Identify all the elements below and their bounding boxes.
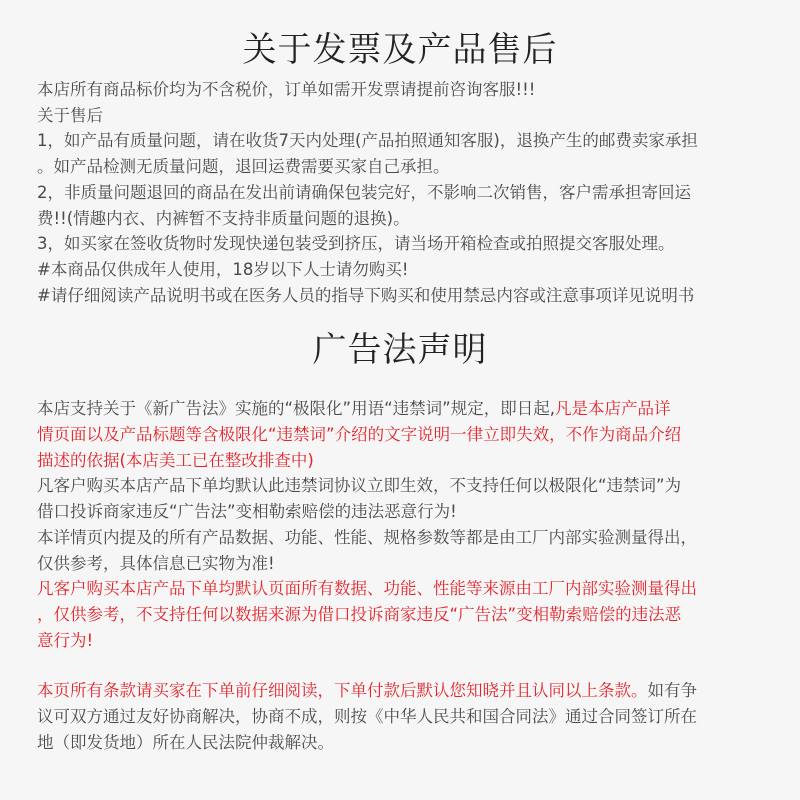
text-line: 议可双方通过友好协商解决，协商不成，则按《中华人民共和国合同法》通过合同签订所在 <box>37 707 697 727</box>
text-line: 费!!(情趣内衣、内裤暂不支持非质量问题的退换)。 <box>37 208 410 228</box>
invoice-aftersales-text <box>0 77 800 308</box>
warning-text-segment: 本页所有条款请买家在下单前仔细阅读，下单付款后默认您知晓并且认同以上条款。 <box>37 681 648 701</box>
text-line <box>37 396 770 422</box>
warning-text-line: 描述的依据(本店美工已在整改排查中) <box>37 450 314 470</box>
invoice-aftersales-title: 关于发票及产品售后 <box>242 30 558 70</box>
warning-text-line: 凡客户购买本店产品下单均默认页面所有数据、功能、性能等来源由工厂内部实验测量得出 <box>37 579 697 599</box>
terms-agreement-text <box>0 678 800 755</box>
text-line: 地（即发货地）所在人民法院仲裁解决。 <box>37 732 334 752</box>
text-line: 凡客户购买本店产品下单均默认此违禁词协议立即生效，不支持任何以极限化“违禁词”为 <box>37 476 682 496</box>
text-line: 关于售后 <box>37 105 103 125</box>
text-line: 3，如买家在签收货物时发现快递包装受到挤压，请当场开箱检查或拍照提交客服处理。 <box>37 234 675 254</box>
text-line: 借口投诉商家违反“广告法”变相勒索赔偿的违法恶意行为! <box>37 502 457 522</box>
text-line: #请仔细阅读产品说明书或在医务人员的指导下购买和使用禁忌内容或注意事项详见说明书 <box>37 285 695 305</box>
text-line: 本详情页内提及的所有产品数据、功能、性能、规格参数等都是由工厂内部实验测量得出， <box>37 527 697 547</box>
ad-law-statement-title: 广告法声明 <box>312 330 488 371</box>
text-line: 1，如产品有质量问题，请在收货7天内处理(产品拍照通知客服)，退换产生的邮费卖家承担 <box>37 131 698 151</box>
warning-text-line: 情页面以及产品标题等含极限化“违禁词”介绍的文字说明一律立即失效，不作为商品介绍 <box>37 425 682 445</box>
text-line <box>37 678 770 704</box>
text-line: 2，非质量问题退回的商品在发出前请确保包装完好，不影响二次销售，客户需承担寄回运 <box>37 182 691 202</box>
warning-text-line: 意行为! <box>37 630 94 650</box>
ad-law-statement-text <box>0 396 800 653</box>
warning-text-segment: 凡是本店产品详 <box>554 399 671 419</box>
text-line: #本商品仅供成年人使用，18岁以下人士请勿购买! <box>37 259 409 279</box>
text-segment: 本店支持关于《新广告法》实施的“极限化”用语“违禁词”规定，即日起, <box>37 399 555 419</box>
text-segment: 如有争 <box>647 681 697 701</box>
text-line: 。如产品检测无质量问题，退回运费需要买家自己承担。 <box>37 157 450 177</box>
text-line: 仅供参考，具体信息已实物为准! <box>37 553 275 573</box>
text-line: 本店所有商品标价均为不含税价，订单如需开发票请提前咨询客服!!! <box>37 80 536 99</box>
warning-text-line: ，仅供参考，不支持任何以数据来源为借口投诉商家违反“广告法”变相勒索赔偿的违法恶 <box>37 604 682 624</box>
